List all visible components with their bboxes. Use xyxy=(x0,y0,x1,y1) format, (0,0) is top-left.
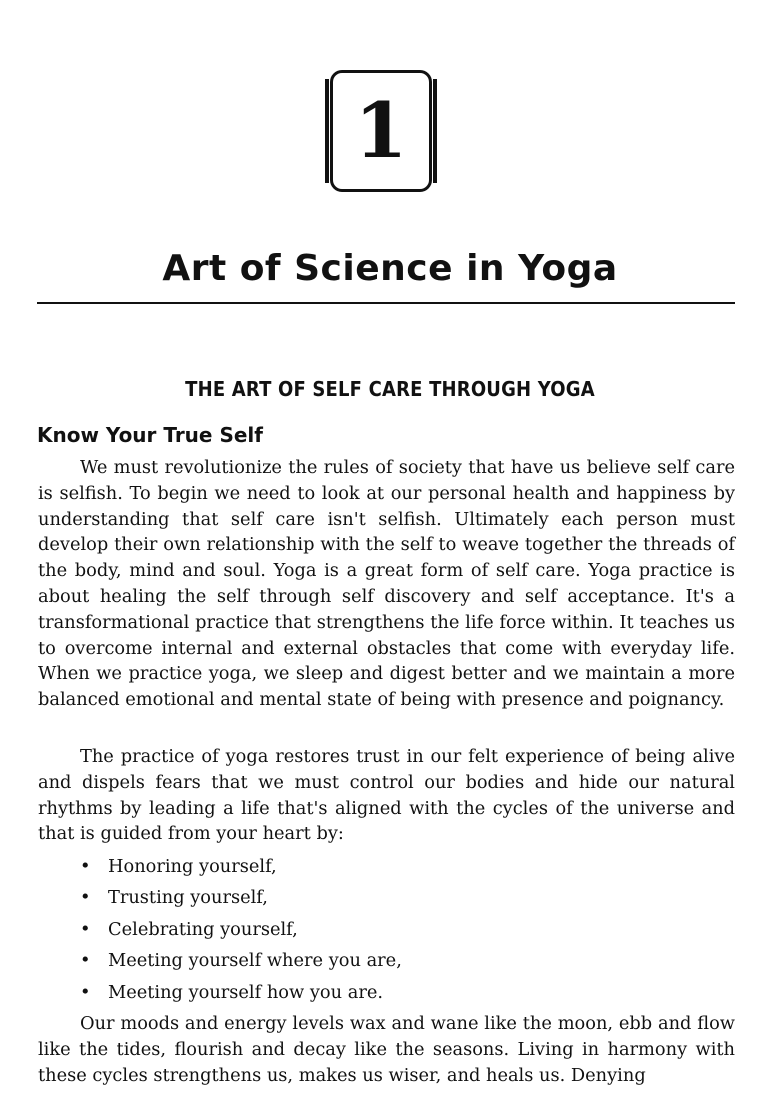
list-item xyxy=(80,945,402,976)
paragraph-1-block xyxy=(38,455,735,713)
list-item-text: Trusting yourself, xyxy=(108,887,268,909)
list-item xyxy=(80,851,402,882)
paragraph-3-block xyxy=(38,1011,735,1088)
bullet-list xyxy=(80,851,402,1008)
chapter-title: Art of Science in Yoga xyxy=(162,248,618,289)
bullet-icon: • xyxy=(80,950,91,972)
section-heading: THE ART OF SELF CARE THROUGH YOGA xyxy=(185,377,595,401)
list-item-text: Meeting yourself how you are. xyxy=(108,981,384,1003)
list-item-text: Celebrating yourself, xyxy=(108,918,298,940)
paragraph: Our moods and energy levels wax and wane like the moon, ebb and flow like the tides, flourish and decay like the seasons. Living in harmony with these cycles strengthens us, makes us wiser, and heals us. Denying xyxy=(38,1013,735,1086)
bullet-icon: • xyxy=(80,918,91,940)
sub-heading: Know Your True Self xyxy=(37,423,263,447)
paragraph-2-block xyxy=(38,744,735,847)
list-item xyxy=(80,914,402,945)
bullet-icon: • xyxy=(80,856,91,877)
title-divider xyxy=(37,302,735,304)
paragraph: We must revolutionize the rules of society that have us believe self care is selfish. To begin we need to look at our personal health and happiness by understanding that self care isn't selfish. Ultimately each person must develop their own relationship with the self to weave together the threads of the body, mind and soul. Yoga is a great form of self care. Yoga practice is about healing the self through self discovery and self acceptance. It's a transformational practice that strengthens the life force within. It teaches us to overcome internal and external obstacles that come with everyday life. When we practice yoga, we sleep and digest better and we maintain a more balanced emotional and mental state of being with presence and poignancy. xyxy=(38,457,735,711)
chapter-number-frame xyxy=(330,70,432,192)
chapter-number: 1 xyxy=(354,86,408,175)
list-item xyxy=(80,977,402,1008)
bullet-icon: • xyxy=(80,981,91,1003)
list-item-text: Honoring yourself, xyxy=(108,856,277,877)
paragraph: The practice of yoga restores trust in our felt experience of being alive and dispels fears that we must control our bodies and hide our natural rhythms by leading a life that's aligned with the cycles of the universe and that is guided from your heart by: xyxy=(38,746,735,845)
bullet-icon: • xyxy=(80,887,91,909)
list-item-text: Meeting yourself where you are, xyxy=(108,950,402,972)
list-item xyxy=(80,882,402,913)
